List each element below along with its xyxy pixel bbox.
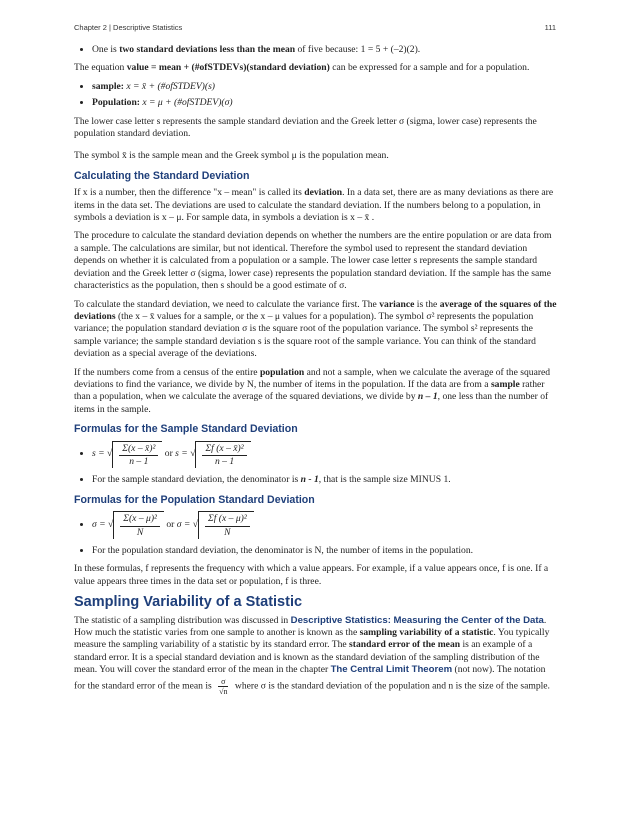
section-heading: Sampling Variability of a Statistic bbox=[74, 594, 303, 611]
list-item: • Population: x = μ + (#ofSTDEV)(σ) bbox=[92, 97, 558, 109]
formula: x = x̄ + (#ofSTDEV)(s) bbox=[126, 80, 216, 92]
chapter-title: Chapter 2 | Descriptive Statistics bbox=[74, 23, 183, 32]
sqrt-symbol: √ $\frac{\text{Σf (x – μ)²}}{N}$ bbox=[193, 511, 254, 539]
sqrt-symbol: √ $\frac{\text{Σ(x – μ)²}}{N}$ bbox=[108, 511, 164, 539]
paragraph: To calculate the standard deviation, we need to calculate the variance first. The variance is the average of the squares of the deviations (the x – x̄ values for a sample, or the x – μ values for a population). The symbol σ² represents the population variance; the population standard deviation σ is the square root of the population variance. The symbol s² represents the sample variance; the sample standard deviation s is the square root of the sample variance. You can think of the standard deviation as a special average of the deviations. bbox=[74, 298, 557, 360]
section-heading: Formulas for the Sample Standard Deviation bbox=[74, 423, 298, 436]
paragraph: The statistic of a sampling distribution was discussed in Descriptive Statistics: Measuring the Center of the Data. How much the statistic varies from one sample to another is known as the sampling variability of a statistic. You typically measure the sampling variability of a statistic by its standard error. The standard error of the mean is an example of a standard error. It is a special standard deviation and is known as the standard deviation of the sampling distribution of the mean. You will cover the standard error of the mean in the chapter The Central Limit Theorem (not now). The notation for the standard error of the mean is $\frac{\sigma}{√n}$ where σ is the standard deviation of the population and n is the size of the sample. bbox=[74, 614, 550, 696]
list-item: • For the population standard deviation, the denominator is N, the number of items in the population. bbox=[92, 545, 558, 557]
list-item: • For the sample standard deviation, the denominator is n - 1, that is the sample size MINUS 1. bbox=[92, 474, 558, 486]
section-heading: Formulas for the Population Standard Deviation bbox=[74, 493, 315, 506]
bullet-list bbox=[74, 44, 558, 56]
paragraph: If x is a number, then the difference "x – mean" is called its deviation. In a data set, there are as many deviations as there are items in the data set. The deviations are used to calculate the standard deviation. If the numbers belong to a population, in symbols a deviation is x – μ. For sample data, in symbols a deviation is x – x̄ . bbox=[74, 187, 554, 224]
page-content bbox=[74, 44, 558, 702]
paragraph: The procedure to calculate the standard deviation depends on whether the numbers are the entire population or are data from a sample. The calculations are similar, but not identical. Therefore the symbol used to represent the standard deviation depends on whether it is calculated from a population or a sample. The lower case letter s represents the sample standard deviation and the Greek letter σ (sigma, lower case) represents the population standard deviation. If the sample has the same characteristics as the population, then s should be a good estimate of σ. bbox=[74, 230, 552, 292]
paragraph: If the numbers come from a census of the entire population and not a sample, when we calculate the average of the squared deviations to find the variance, we divide by N, the number of items in the population. If the data are from a sample rather than a population, when we calculate the average of the squared deviations, we divide by n – 1, one less than the number of items in the sample. bbox=[74, 366, 551, 415]
paragraph: The equation value = mean + (#ofSTDEVs)(standard deviation) can be expressed for a sample and for a population. bbox=[74, 62, 530, 74]
sample-formula: • s = √ $\frac{\text{Σ(x – x̄)²}}{n - 1}$ or s = √ $\frac{\text{Σf (x – x̄)²}}{n - 1}$ bbox=[92, 441, 558, 469]
bullet-list bbox=[74, 441, 558, 487]
sqrt-symbol: √ $\frac{\text{Σ(x – x̄)²}}{n - 1}$ bbox=[107, 441, 162, 469]
link-central-limit-theorem[interactable]: The Central Limit Theorem bbox=[330, 664, 453, 676]
bullet-list bbox=[74, 81, 558, 110]
population-formula: • σ = √ $\frac{\text{Σ(x – μ)²}}{N}$ or σ = √ $\frac{\text{Σf (x – μ)²}}{N}$ bbox=[92, 511, 558, 539]
bullet-list bbox=[74, 511, 558, 557]
page-number: 111 bbox=[544, 23, 556, 32]
sqrt-symbol: √ $\frac{\text{Σf (x – x̄)²}}{n - 1}$ bbox=[190, 441, 250, 469]
standard-error-fraction: $\frac{\sigma}{√n}$ bbox=[219, 676, 228, 696]
paragraph: The lower case letter s represents the sample standard deviation and the Greek letter σ (sigma, lower case) represents the population standard deviation. bbox=[74, 115, 537, 140]
formula: x = μ + (#ofSTDEV)(σ) bbox=[142, 97, 233, 109]
list-item: • One is two standard deviations less than the mean of five because: 1 = 5 + (–2)(2). bbox=[92, 44, 558, 56]
paragraph: In these formulas, f represents the frequency with which a value appears. For example, if a value appears once, f is one. If a value appears three times in the data set or population, f is three. bbox=[74, 563, 549, 587]
page-header bbox=[74, 23, 556, 32]
paragraph: The symbol x̄ is the sample mean and the Greek symbol μ is the population mean. bbox=[74, 150, 389, 162]
link-center-of-data[interactable]: Descriptive Statistics: Measuring the Center of the Data bbox=[290, 614, 544, 626]
list-item: • sample: x = x̄ + (#ofSTDEV)(s) bbox=[92, 81, 558, 93]
section-heading: Calculating the Standard Deviation bbox=[74, 169, 250, 182]
